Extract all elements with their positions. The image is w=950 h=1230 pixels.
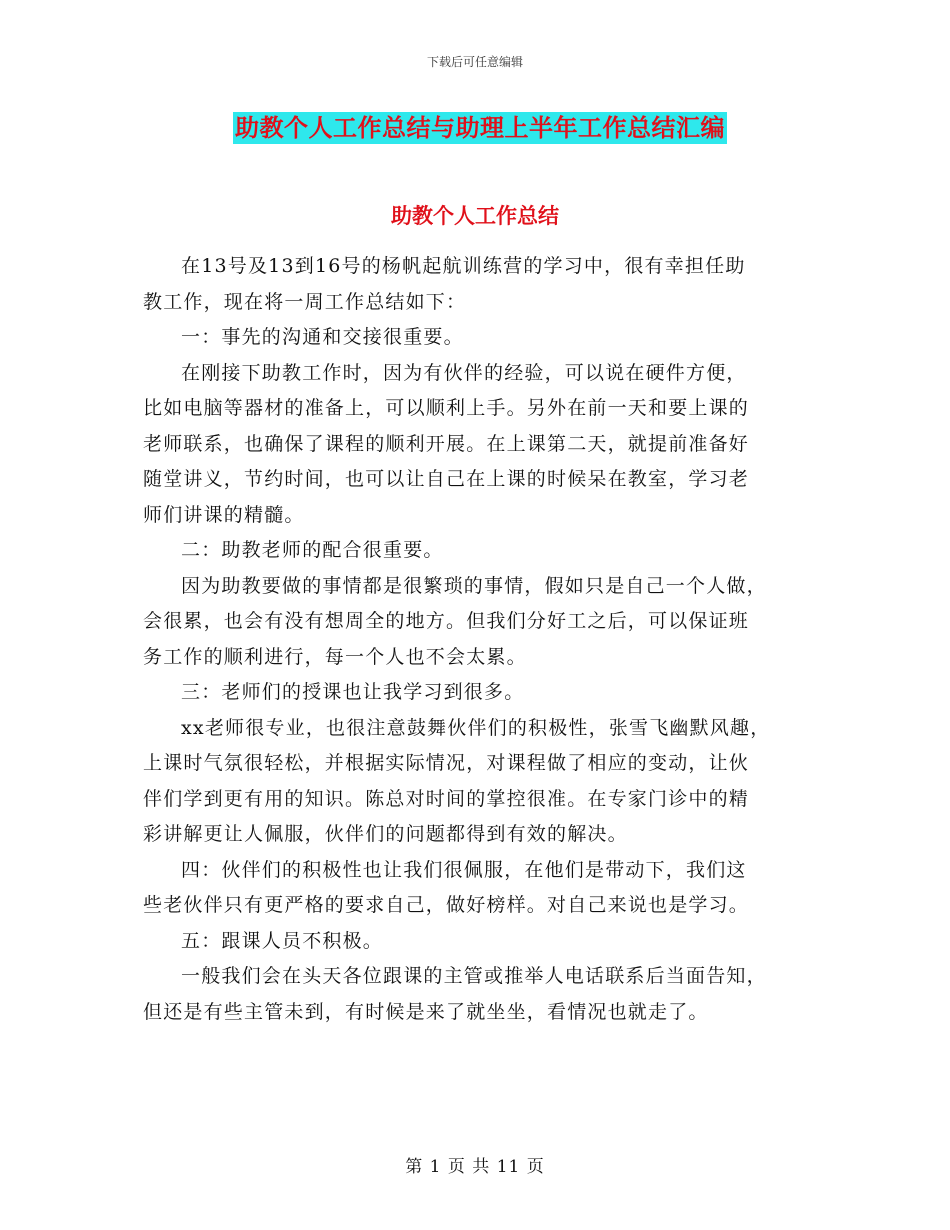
body-line: 彩讲解更让人佩服，伙伴们的问题都得到有效的解决。 <box>143 823 628 845</box>
body-line: 二：助教老师的配合很重要。 <box>181 539 444 561</box>
body-line: 三：老师们的授课也让我学习到很多。 <box>181 681 525 703</box>
body-line: 因为助教要做的事情都是很繁琐的事情，假如只是自己一个人做， <box>181 574 767 597</box>
section-title: 助教个人工作总结 <box>391 204 559 228</box>
body-line: 四：伙伴们的积极性也让我们很佩服，在他们是带动下，我们这 <box>181 858 747 881</box>
body-line: 在刚接下助教工作时，因为有伙伴的经验，可以说在硬件方便， <box>181 361 747 384</box>
body-line: 务工作的顺利进行，每一个人也不会太累。 <box>143 645 527 668</box>
body-line: 会很累，也会有没有想周全的地方。但我们分好工之后，可以保证班 <box>143 610 750 632</box>
body-line: 一般我们会在头天各位跟课的主管或推举人电话联系后当面告知， <box>181 965 767 987</box>
body-line: 五：跟课人员不积极。 <box>181 929 384 952</box>
page-footer: 第 1 页 共 11 页 <box>405 1157 545 1177</box>
body-text <box>143 249 813 1030</box>
body-line: 些老伙伴只有更严格的要求自己，做好榜样。对自己来说也是学习。 <box>143 894 750 916</box>
body-line: xx老师很专业，也很注意鼓舞伙伴们的积极性，张雪飞幽默风趣， <box>181 716 771 739</box>
body-line: 上课时气氛很轻松，并根据实际情况，对课程做了相应的变动，让伙 <box>143 752 750 774</box>
body-line: 随堂讲义，节约时间，也可以让自己在上课的时候呆在教室，学习老 <box>143 468 750 490</box>
body-line: 在13号及13到16号的杨帆起航训练营的学习中，很有幸担任助 <box>181 255 746 277</box>
header-note: 下载后可任意编辑 <box>426 55 523 69</box>
body-line: 但还是有些主管未到，有时候是来了就坐坐，看情况也就走了。 <box>143 1000 709 1023</box>
body-line: 师们讲课的精髓。 <box>143 503 305 526</box>
body-line: 教工作，现在将一周工作总结如下： <box>143 290 467 313</box>
body-line: 一：事先的沟通和交接很重要。 <box>181 326 464 348</box>
document-title: 助教个人工作总结与助理上半年工作总结汇编 <box>235 114 725 142</box>
body-line: 比如电脑等器材的准备上，可以顺利上手。另外在前一天和要上课的 <box>143 397 750 419</box>
body-line: 老师联系，也确保了课程的顺利开展。在上课第二天，就提前准备好 <box>143 432 750 455</box>
body-line: 伴们学到更有用的知识。陈总对时间的掌控很准。在专家门诊中的精 <box>143 787 750 810</box>
